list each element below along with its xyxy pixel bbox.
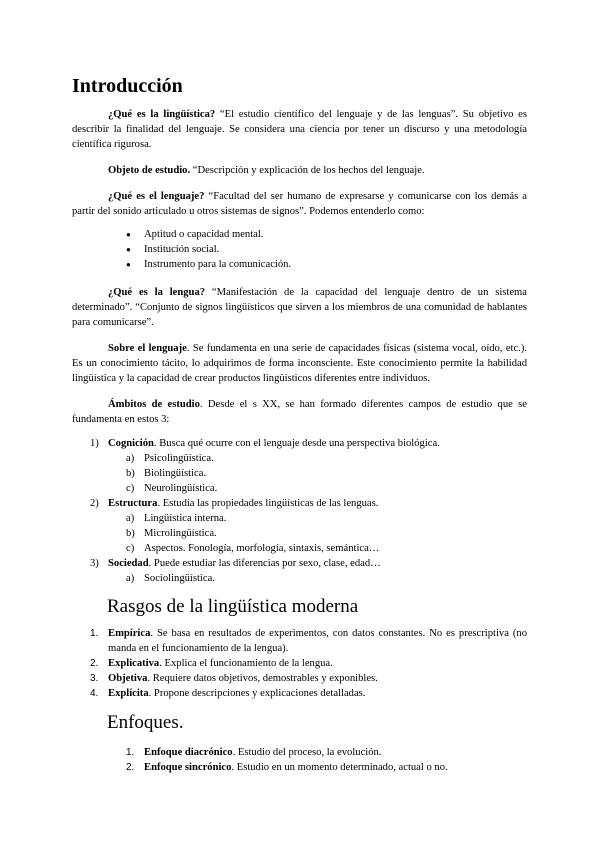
paragraph-text: “El estudio científico del lenguaje y de las lenguas”. Su objetivo es describir la finalidad del lenguaje. Se considera una ciencia por tener un discurso y una metodología científica rigurosa. xyxy=(72,109,527,150)
list-item xyxy=(72,686,527,701)
list-number: 2. xyxy=(126,762,135,773)
list-item xyxy=(72,656,527,671)
term-label: Enfoque diacrónico xyxy=(144,747,233,758)
sub-list-item xyxy=(126,511,527,526)
paragraph-text: “Descripción y explicación de los hechos del lenguaje. xyxy=(190,165,425,176)
item-text: . Estudio del proceso, la evolución. xyxy=(232,747,382,758)
item-text: Aspectos. Fonología, morfología, sintaxis, semántica… xyxy=(144,543,380,554)
item-text: . Busca qué ocurre con el lenguaje desde una perspectiva biológica. xyxy=(153,438,440,449)
list-number: 1) xyxy=(90,438,99,449)
list-letter: a) xyxy=(126,573,135,584)
sub-list-item xyxy=(126,526,527,541)
list-number: 2. xyxy=(90,658,99,669)
sub-list-item xyxy=(126,541,527,556)
term-label: Cognición xyxy=(108,438,154,449)
document-body xyxy=(72,74,527,775)
term-label: ¿Qué es el lenguaje? xyxy=(108,191,205,202)
term-label: Estructura xyxy=(108,498,158,509)
sub-list xyxy=(108,571,527,586)
list-item xyxy=(72,745,527,760)
ambitos-list xyxy=(72,436,527,586)
lenguaje-list xyxy=(72,227,527,272)
list-number: 1. xyxy=(90,628,99,639)
enfoques-list xyxy=(72,745,527,775)
paragraph-sobre-lenguaje xyxy=(72,341,527,386)
item-text: . Se basa en resultados de experimentos, con datos constantes. No es prescriptiva (no manda en el funcionamiento de la lengua). xyxy=(108,628,527,654)
sub-list-item xyxy=(126,451,527,466)
list-number: 1. xyxy=(126,747,135,758)
item-text: . Estudio en un momento determinado, actual o no. xyxy=(231,762,448,773)
paragraph-linguistica xyxy=(72,107,527,152)
paragraph-ambitos xyxy=(72,397,527,427)
term-label: Sociedad xyxy=(108,558,149,569)
list-item xyxy=(72,496,527,556)
list-item xyxy=(72,626,527,656)
term-label: Ámbitos de estudio xyxy=(108,399,200,410)
term-label: ¿Qué es la lengua? xyxy=(108,287,206,298)
paragraph-lengua xyxy=(72,285,527,330)
list-number: 3. xyxy=(90,673,99,684)
list-item xyxy=(72,760,527,775)
section-heading-enfoques: Enfoques. xyxy=(107,712,184,733)
list-item xyxy=(72,436,527,496)
sub-list-item xyxy=(126,481,527,496)
item-text: Psicolingüística. xyxy=(144,453,214,464)
item-text: Sociolingüística. xyxy=(144,573,215,584)
term-label: ¿Qué es la lingüística? xyxy=(108,109,216,120)
item-text: . Explica el funcionamiento de la lengua. xyxy=(159,658,333,669)
item-text: . Requiere datos objetivos, demostrables y exponibles. xyxy=(147,673,378,684)
term-label: Explícita xyxy=(108,688,149,699)
item-text: Microlingüística. xyxy=(144,528,217,539)
sub-list xyxy=(108,511,527,556)
item-text: Neurolingüística. xyxy=(144,483,218,494)
list-letter: b) xyxy=(126,468,135,479)
list-letter: b) xyxy=(126,528,135,539)
item-text: Lingüística interna. xyxy=(144,513,227,524)
term-label: Enfoque sincrónico xyxy=(144,762,232,773)
list-item xyxy=(72,556,527,586)
term-label: Explicativa xyxy=(108,658,160,669)
paragraph-text: “Manifestación de la capacidad del lenguaje dentro de un sistema determinado”. “Conjunto de signos lingüísticos que sirven a los miembros de una comunidad de hablantes para comunicarse”. xyxy=(72,287,528,328)
list-number: 4. xyxy=(90,688,99,699)
rasgos-list xyxy=(72,626,527,701)
list-letter: c) xyxy=(126,543,135,554)
paragraph-lenguaje xyxy=(72,189,527,219)
item-text: . Propone descripciones y explicaciones detalladas. xyxy=(148,688,366,699)
term-label: Sobre el lenguaje xyxy=(108,343,187,354)
list-letter: a) xyxy=(126,513,135,524)
list-item xyxy=(72,671,527,686)
paragraph-text: “Facultad del ser humano de expresarse y comunicarse con los demás a partir del sonido articulado u otros sistemas de signos”. Podemos entenderlo como: xyxy=(72,191,527,217)
paragraph-text: . Desde el s XX, se han formado diferentes campos de estudio que se fundamenta en estos 3: xyxy=(72,399,527,425)
item-text: . Puede estudiar las diferencias por sexo, clase, edad… xyxy=(148,558,381,569)
list-number: 3) xyxy=(90,558,99,569)
list-letter: c) xyxy=(126,483,135,494)
paragraph-objeto xyxy=(72,163,527,178)
page-title: Introducción xyxy=(72,75,183,97)
item-text: Biolingüística. xyxy=(144,468,207,479)
paragraph-text: . Se fundamenta en una serie de capacidades físicas (sistema vocal, oído, etc.). Es un conocimiento tácito, lo adquirimos de forma inconsciente. Este conocimiento permite la habilidad lingüística y la capacidad de crear productos lingüísticos diferentes entre individuos. xyxy=(72,343,527,384)
list-item: ● Aptitud o capacidad mental. xyxy=(126,227,527,242)
item-text: . Estudia las propiedades lingüísticas de las lenguas. xyxy=(157,498,379,509)
term-label: Empírica xyxy=(108,628,151,639)
sub-list-item xyxy=(126,571,527,586)
list-number: 2) xyxy=(90,498,99,509)
term-label: Objeto de estudio. xyxy=(108,165,191,176)
term-label: Objetiva xyxy=(108,673,148,684)
section-heading-rasgos: Rasgos de la lingüística moderna xyxy=(107,596,359,617)
sub-list xyxy=(108,451,527,496)
list-item: ● Institución social. xyxy=(126,242,527,257)
sub-list-item xyxy=(126,466,527,481)
list-item: ● Instrumento para la comunicación. xyxy=(126,257,527,272)
list-letter: a) xyxy=(126,453,135,464)
